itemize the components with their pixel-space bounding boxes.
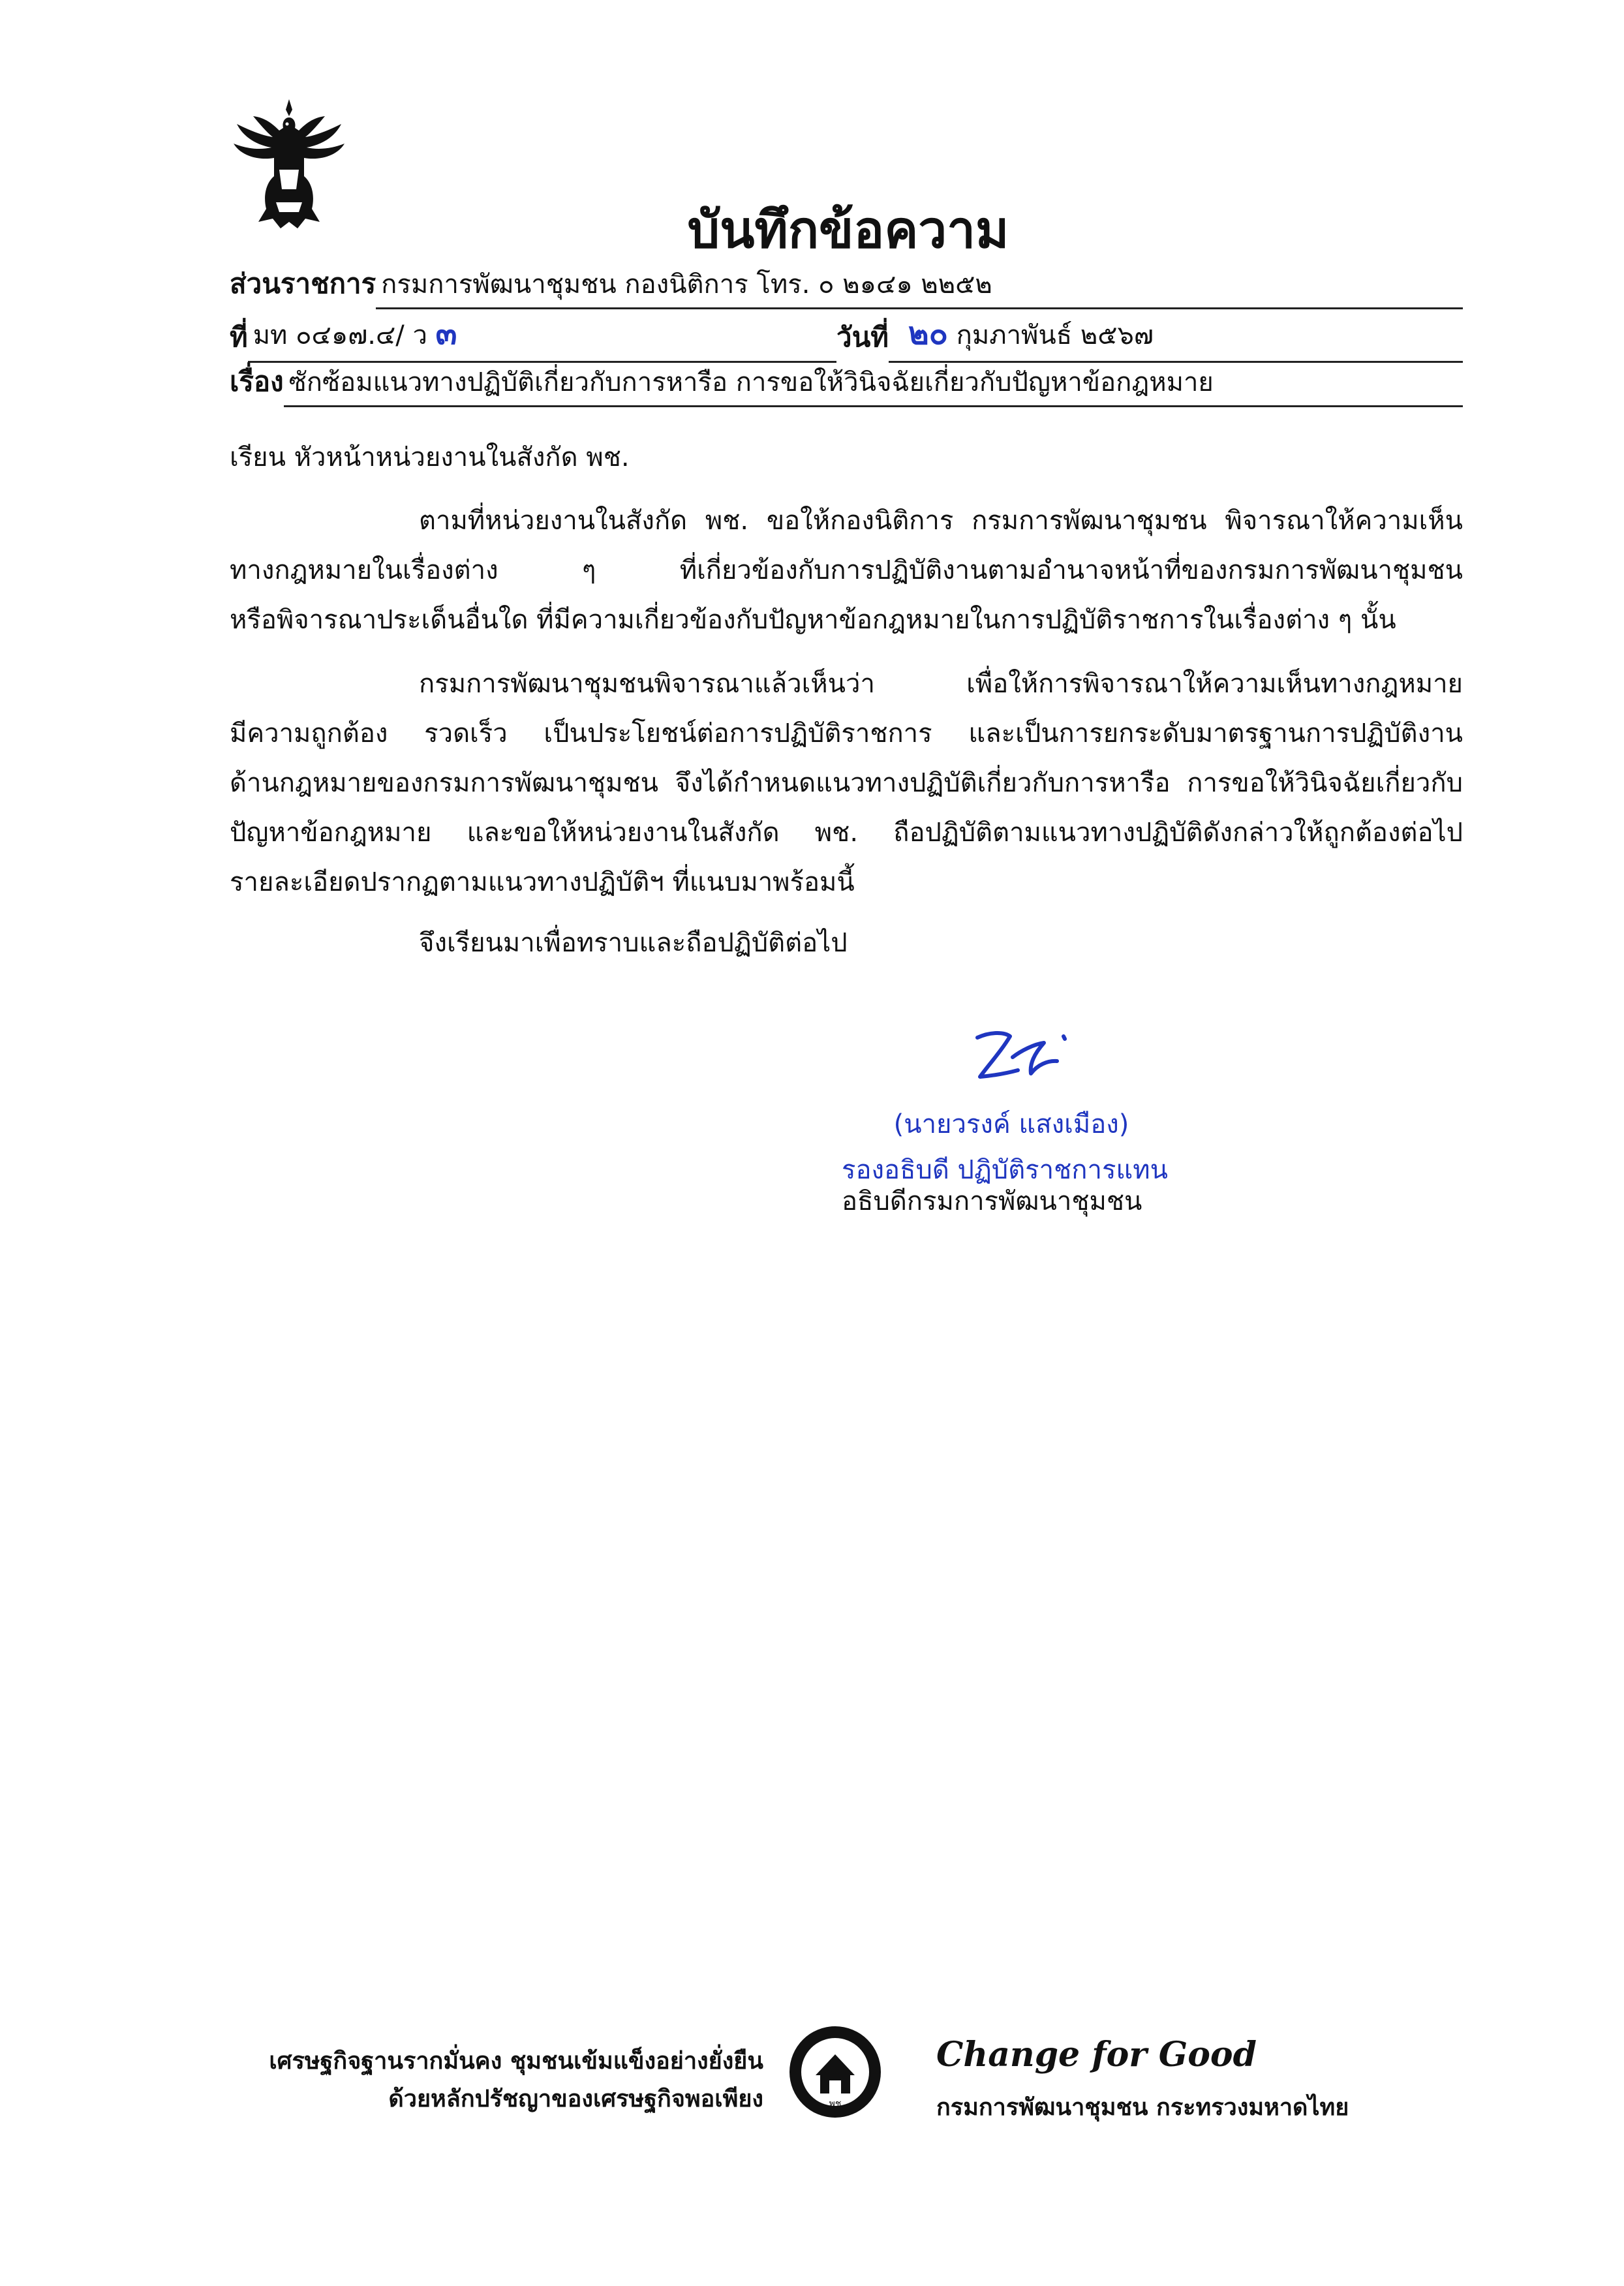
agency-label: ส่วนราชการ (230, 268, 376, 300)
signature-icon (972, 1025, 1077, 1090)
agency-value: กรมการพัฒนาชุมชน กองนิติการ โทร. ๐ ๒๑๔๑ ๒๒๕๒ (381, 270, 992, 300)
paragraph-2-line: ปัญหาข้อกฎหมาย และขอให้หน่วยงานในสังกัด พช. ถือปฏิบัติตามแนวทางปฏิบัติดังกล่าวให้ถูกต้องต่อไป (230, 818, 1463, 848)
paragraph-2 (230, 659, 1463, 907)
date-line (889, 315, 1463, 363)
signatory-position-2: อธิบดีกรมการพัฒนาชุมชน (842, 1186, 1142, 1216)
reference-row (230, 315, 836, 363)
subject-row (230, 364, 1463, 407)
paragraph-2-line: กรมการพัฒนาชุมชนพิจารณาแล้วเห็นว่า เพื่อให้การพิจารณาให้ความเห็นทางกฎหมาย (419, 669, 1463, 699)
footer-department: กรมการพัฒนาชุมชน กระทรวงมหาดไทย (936, 2094, 1349, 2121)
paragraph-2-line: รายละเอียดปรากฏตามแนวทางปฏิบัติฯ ที่แนบมาพร้อมนี้ (230, 867, 855, 897)
paragraph-1-line: ทางกฎหมายในเรื่องต่าง ๆ ที่เกี่ยวข้องกับการปฏิบัติงานตามอำนาจหน้าที่ของกรมการพัฒนาชุมชน (230, 555, 1463, 585)
reference-label: ที่ (230, 321, 248, 353)
reference-value: มท ๐๔๑๗.๔/ ว ๓ (253, 315, 457, 352)
subject-value: ซักซ้อมแนวทางปฏิบัติเกี่ยวกับการหารือ การขอให้วินิจฉัยเกี่ยวกับปัญหาข้อกฎหมาย (288, 367, 1214, 397)
paragraph-2-line: ด้านกฎหมายของกรมการพัฒนาชุมชน จึงได้กำหนดแนวทางปฏิบัติเกี่ยวกับการหารือ การขอให้วินิจฉัยเกี่ยวกับ (230, 768, 1463, 798)
signatory-position-1: รองอธิบดี ปฏิบัติราชการแทน (842, 1155, 1168, 1185)
footer-motto (196, 2043, 763, 2118)
date-label: วันที่ (836, 321, 889, 353)
reference-number: ๓ (435, 315, 457, 352)
agency-row (230, 266, 1463, 309)
footer-motto-line-2: ด้วยหลักปรัชญาของเศรษฐกิจพอเพียง (388, 2086, 763, 2112)
agency-line (376, 268, 1463, 309)
footer-slogan: Change for Good (936, 2035, 1257, 2075)
paragraph-1-line: หรือพิจารณาประเด็นอื่นใด ที่มีความเกี่ยวข้องกับปัญหาข้อกฎหมายในการปฏิบัติราชการในเรื่องต่าง ๆ นั้น (230, 605, 1396, 635)
signatory-name: (นายวรงค์ แสงเมือง) (893, 1109, 1129, 1139)
date-value: ๒๐ กุมภาพันธ์ ๒๕๖๗ (908, 315, 1154, 352)
reference-line (248, 315, 836, 363)
svg-text:พช: พช (829, 2099, 842, 2109)
document-title: บันทึกข้อความ (687, 201, 1009, 260)
garuda-emblem-icon (227, 98, 351, 235)
footer-motto-line-1: เศรษฐกิจฐานรากมั่นคง ชุมชนเข้มแข็งอย่างยั่งยืน (269, 2048, 763, 2075)
closing-line: จึงเรียนมาเพื่อทราบและถือปฏิบัติต่อไป (419, 928, 848, 958)
subject-line (284, 366, 1463, 407)
subject-label: เรื่อง (230, 365, 284, 397)
salutation: เรียน หัวหน้าหน่วยงานในสังกัด พช. (230, 442, 630, 472)
date-row (836, 315, 1463, 363)
paragraph-2-line: มีความถูกต้อง รวดเร็ว เป็นประโยชน์ต่อการปฏิบัติราชการ และเป็นการยกระดับมาตรฐานการปฏิบัติงาน (230, 718, 1463, 749)
paragraph-1-line: ตามที่หน่วยงานในสังกัด พช. ขอให้กองนิติการ กรมการพัฒนาชุมชน พิจารณาให้ความเห็น (419, 506, 1463, 536)
date-day: ๒๐ (908, 315, 948, 352)
cdd-logo-icon (786, 2023, 884, 2121)
paragraph-1 (230, 496, 1463, 645)
